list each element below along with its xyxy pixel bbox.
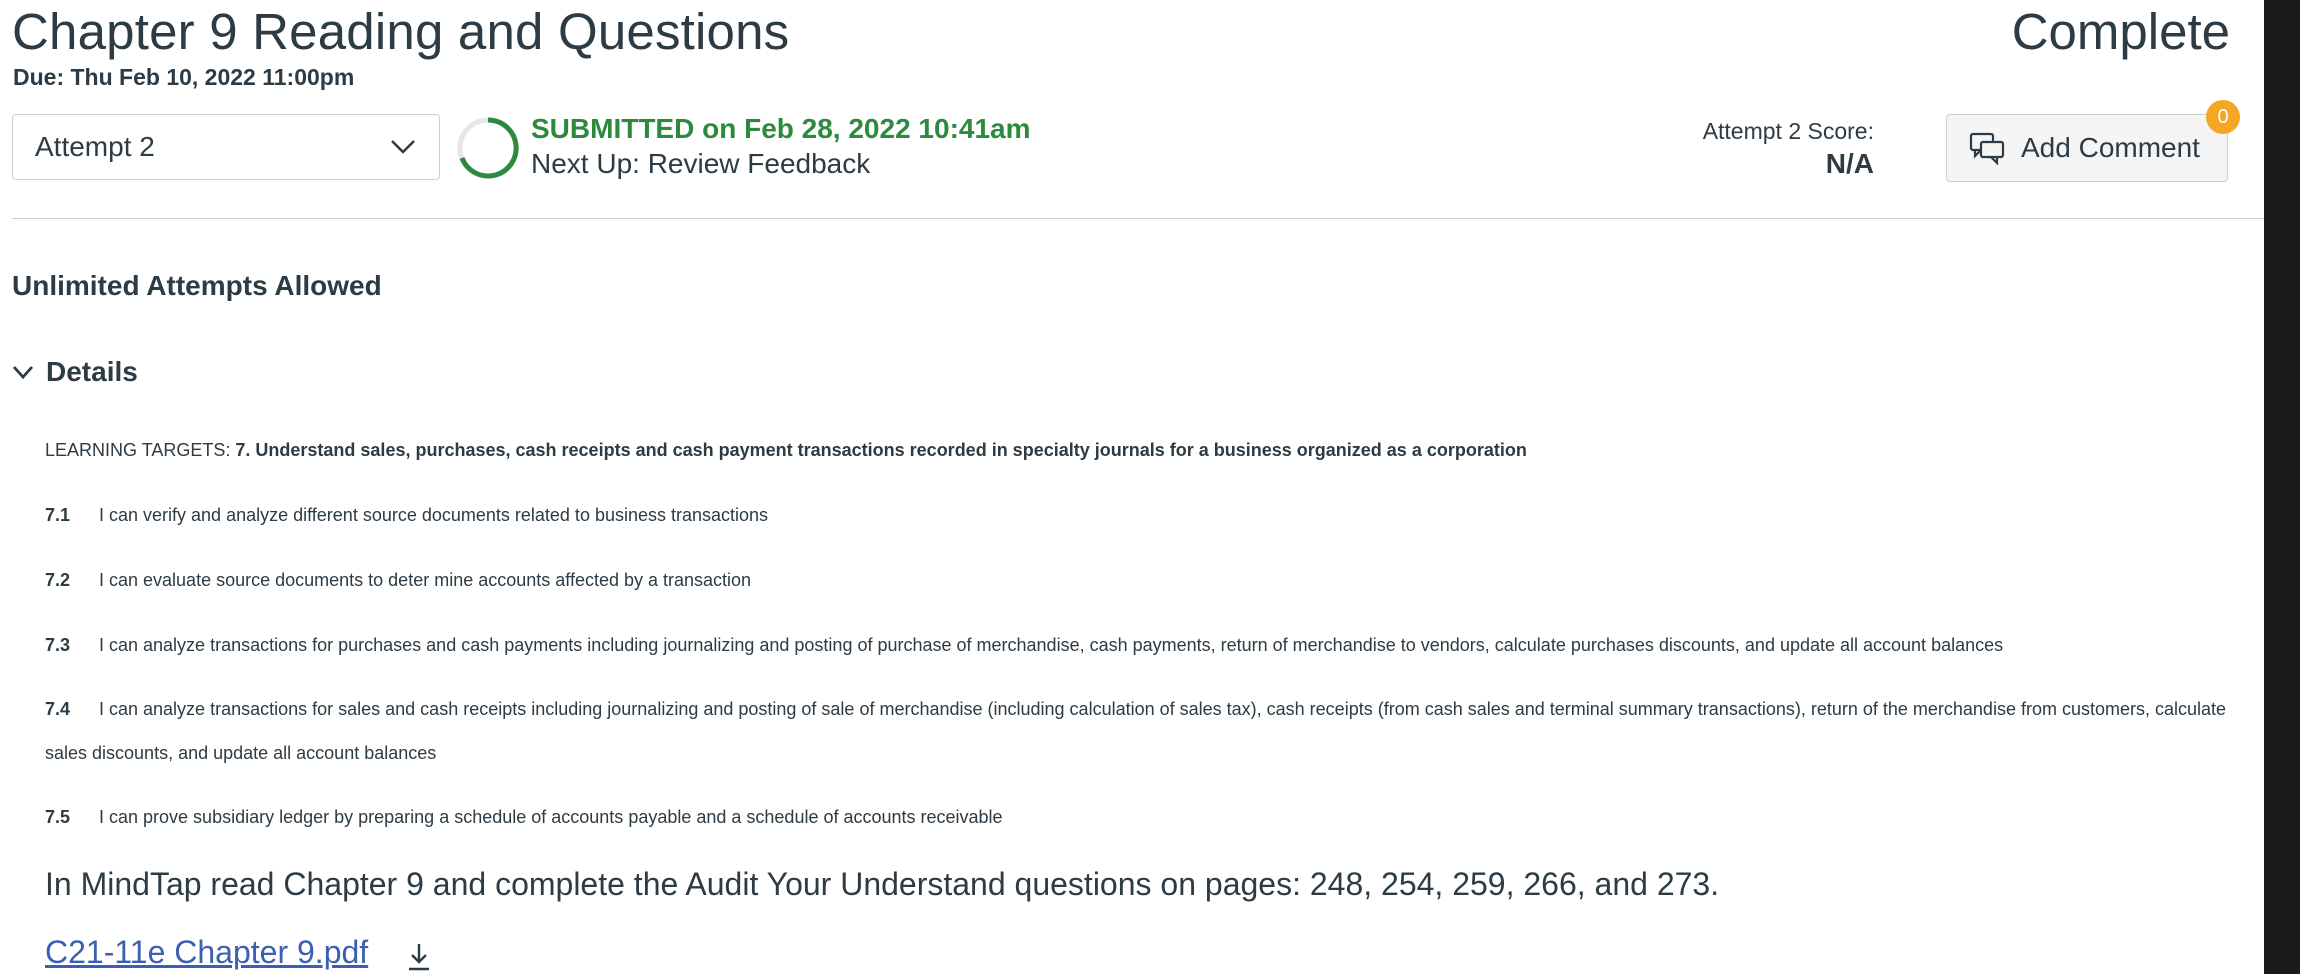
score-label: Attempt 2 Score: — [1702, 118, 1874, 144]
target-number: 7.4 — [45, 699, 71, 719]
learning-target-item — [45, 795, 2245, 839]
target-text: I can evaluate source documents to deter mine accounts affected by a transaction — [99, 570, 752, 590]
learning-target-item — [45, 687, 2245, 775]
comment-count-badge: 0 — [2206, 100, 2240, 134]
details-toggle[interactable] — [12, 356, 138, 388]
target-number: 7.2 — [45, 570, 71, 590]
submission-status: SUBMITTED on Feb 28, 2022 10:41am — [531, 113, 1031, 144]
target-text: I can verify and analyze different source documents related to business transactions — [99, 505, 769, 525]
comment-icon — [1969, 131, 2005, 165]
submission-progress-icon — [456, 116, 520, 180]
learning-targets-heading — [45, 440, 1527, 461]
target-number: 7.3 — [45, 635, 71, 655]
attempt-select-value: Attempt 2 — [35, 131, 155, 162]
chevron-down-icon — [12, 364, 34, 380]
learning-targets-prefix: LEARNING TARGETS: — [45, 440, 231, 460]
add-comment-button[interactable] — [1946, 114, 2228, 182]
learning-target-item — [45, 623, 2245, 667]
score-value: N/A — [1825, 148, 1874, 179]
pdf-file-link[interactable]: C21-11e Chapter 9.pdf — [45, 934, 369, 970]
due-date: Due: Thu Feb 10, 2022 11:00pm — [13, 64, 355, 90]
learning-targets-title: 7. Understand sales, purchases, cash receipts and cash payment transactions recorded in specialty journals for a business organized as a corporation — [235, 440, 1527, 460]
attempt-select[interactable] — [12, 114, 440, 180]
target-number: 7.5 — [45, 807, 71, 827]
header-divider — [12, 218, 2264, 219]
target-text: I can analyze transactions for purchases and cash payments including journalizing and posting of purchase of merchandise, cash payments, return of merchandise to vendors, calculate purchases discounts, and update all account balances — [99, 635, 2004, 655]
details-label: Details — [46, 356, 138, 387]
add-comment-label: Add Comment — [2021, 132, 2200, 163]
download-icon[interactable] — [404, 940, 434, 974]
target-text: I can analyze transactions for sales and cash receipts including journalizing and posting of sale of merchandise (including calculation of sales tax), cash receipts (from cash sales and terminal summary transactions), return of the merchandise from customers, calculate sales discounts, and update all account balances — [45, 699, 2227, 763]
window-edge — [2264, 0, 2300, 974]
target-text: I can prove subsidiary ledger by preparing a schedule of accounts payable and a schedule of accounts receivable — [99, 807, 1003, 827]
completion-status: Complete — [2011, 3, 2230, 60]
target-number: 7.1 — [45, 505, 71, 525]
page-title: Chapter 9 Reading and Questions — [12, 3, 790, 60]
learning-target-item — [45, 493, 2245, 537]
learning-target-item — [45, 558, 2245, 602]
next-up-step: Next Up: Review Feedback — [531, 148, 871, 179]
attempts-allowed: Unlimited Attempts Allowed — [12, 270, 382, 301]
chevron-down-icon — [389, 135, 417, 157]
assignment-instructions: In MindTap read Chapter 9 and complete the Audit Your Understand questions on pages: 248, 254, 259, 266, and 273. — [45, 866, 1720, 902]
